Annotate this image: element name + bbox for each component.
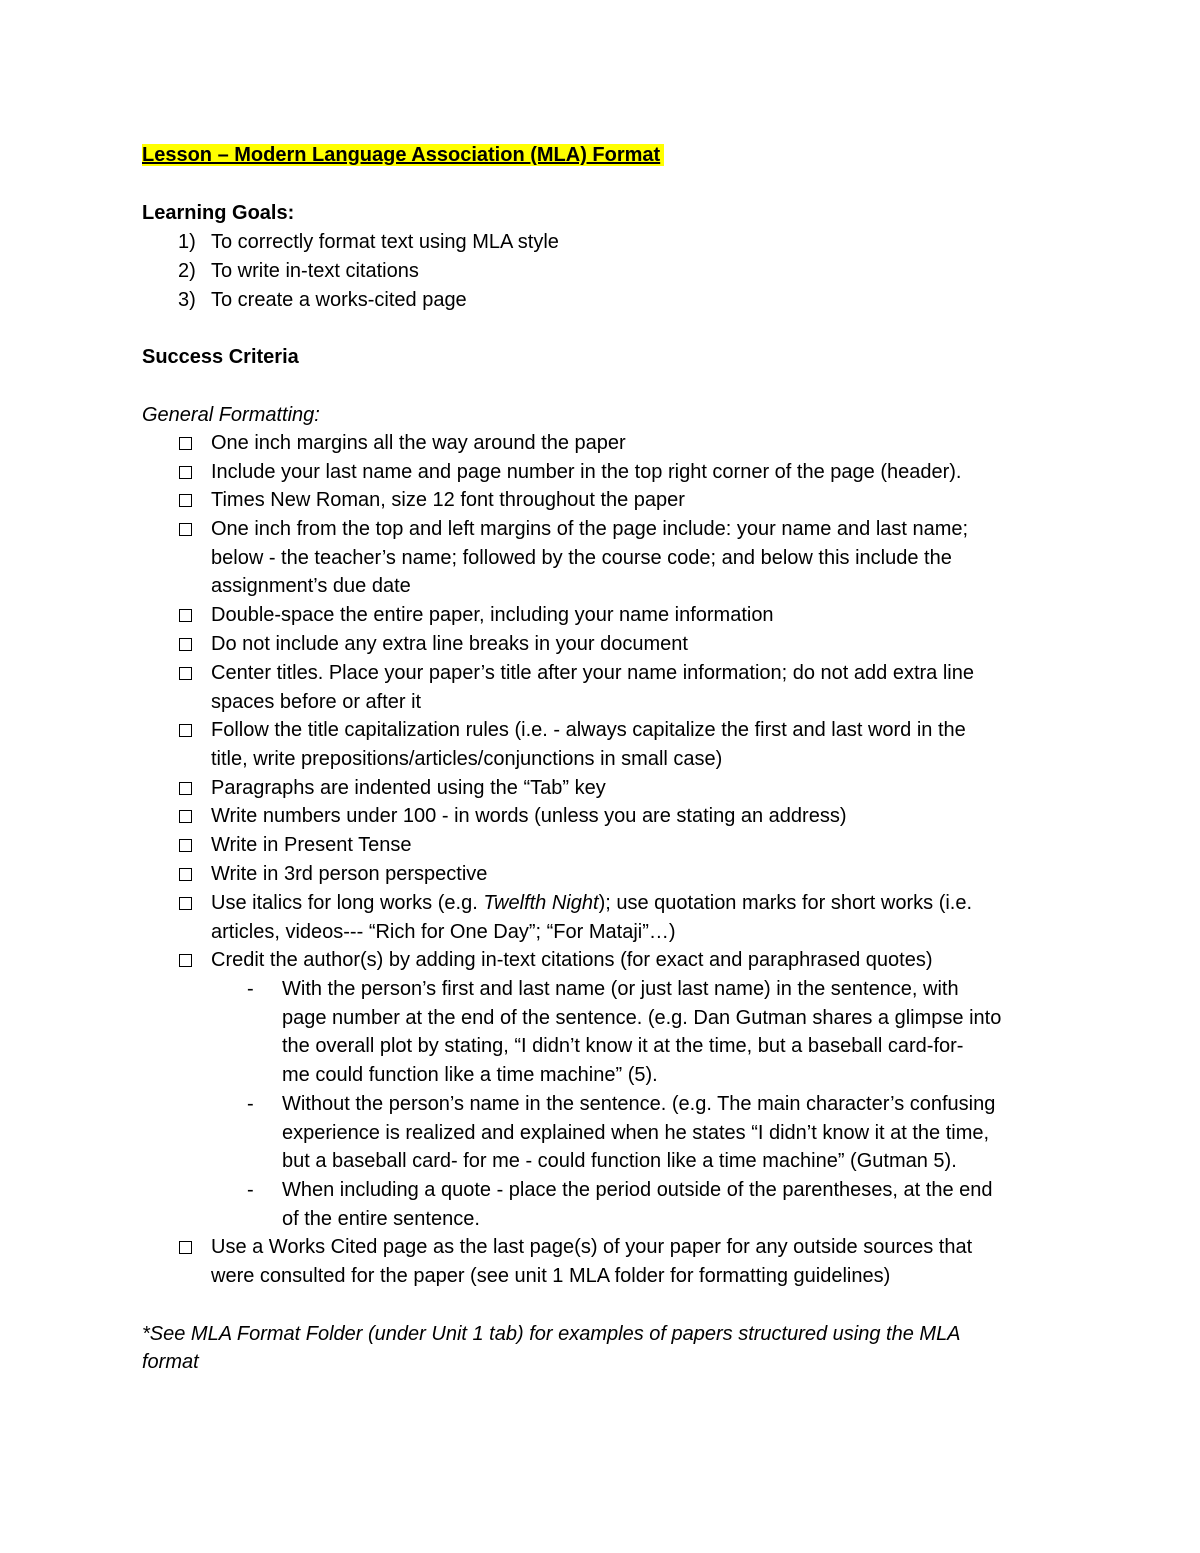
checkbox-icon[interactable]: [179, 523, 192, 536]
checkbox-icon[interactable]: [179, 954, 192, 967]
sub-criteria-line: When including a quote - place the period outside of the parentheses, at the end: [282, 1179, 993, 1201]
criteria-line: spaces before or after it: [211, 691, 422, 713]
criteria-line: Do not include any extra line breaks in your document: [211, 633, 688, 655]
checkbox-icon[interactable]: [179, 810, 192, 823]
checkbox-icon[interactable]: [179, 609, 192, 622]
criteria-line: Times New Roman, size 12 font throughout the paper: [211, 489, 685, 511]
dash-bullet: -: [247, 978, 254, 1000]
checkbox-icon[interactable]: [179, 782, 192, 795]
sub-criteria-line: the overall plot by stating, “I didn’t know it at the time, but a baseball card-for-: [282, 1035, 964, 1057]
italic-title: Twelfth Night: [483, 892, 599, 914]
criteria-line: were consulted for the paper (see unit 1 MLA folder for formatting guidelines): [211, 1265, 891, 1287]
criteria-line: Use a Works Cited page as the last page(s) of your paper for any outside sources that: [211, 1236, 973, 1258]
criteria-line: Write in 3rd person perspective: [211, 863, 488, 885]
checkbox-icon[interactable]: [179, 638, 192, 651]
criteria-line: below - the teacher’s name; followed by the course code; and below this include the: [211, 547, 952, 569]
criteria-line: Include your last name and page number in the top right corner of the page (header).: [211, 461, 962, 483]
criteria-line: Double-space the entire paper, including your name information: [211, 604, 774, 626]
sub-criteria-line: of the entire sentence.: [282, 1208, 480, 1230]
criteria-line: assignment’s due date: [211, 575, 411, 597]
criteria-line: Paragraphs are indented using the “Tab” key: [211, 777, 606, 799]
lesson-title: Lesson – Modern Language Association (MLA) Format: [142, 141, 664, 170]
footnote-line: format: [142, 1351, 199, 1373]
sub-criteria-line: experience is realized and explained when he states “I didn’t know it at the time,: [282, 1122, 990, 1144]
checkbox-icon[interactable]: [179, 868, 192, 881]
sub-criteria-line: but a baseball card- for me - could function like a time machine” (Gutman 5).: [282, 1150, 957, 1172]
checkbox-icon[interactable]: [179, 494, 192, 507]
criteria-line: Follow the title capitalization rules (i.e. - always capitalize the first and last word in the: [211, 719, 966, 741]
footnote-line: *See MLA Format Folder (under Unit 1 tab) for examples of papers structured using the MLA: [142, 1323, 961, 1345]
criteria-line: Use italics for long works (e.g. Twelfth Night); use quotation marks for short works (i.e.: [211, 892, 973, 914]
sub-criteria-line: me could function like a time machine” (5).: [282, 1064, 658, 1086]
checkbox-icon[interactable]: [179, 437, 192, 450]
checkbox-icon[interactable]: [179, 667, 192, 680]
learning-goal-item: 2) To write in-text citations: [178, 260, 419, 282]
criteria-line: One inch margins all the way around the paper: [211, 432, 626, 454]
criteria-line: Write numbers under 100 - in words (unless you are stating an address): [211, 805, 847, 827]
checkbox-icon[interactable]: [179, 724, 192, 737]
learning-goal-item: 3) To create a works-cited page: [178, 289, 467, 311]
sub-criteria-line: Without the person’s name in the sentence. (e.g. The main character’s confusing: [282, 1093, 996, 1115]
checkbox-icon[interactable]: [179, 897, 192, 910]
checkbox-icon[interactable]: [179, 466, 192, 479]
criteria-line: Center titles. Place your paper’s title after your name information; do not add extra line: [211, 662, 974, 684]
criteria-line: Credit the author(s) by adding in-text citations (for exact and paraphrased quotes): [211, 949, 933, 971]
general-formatting-subheading: General Formatting:: [142, 404, 320, 426]
learning-goal-item: 1) To correctly format text using MLA style: [178, 231, 559, 253]
dash-bullet: -: [247, 1179, 254, 1201]
criteria-line: title, write prepositions/articles/conjunctions in small case): [211, 748, 723, 770]
criteria-line: One inch from the top and left margins of the page include: your name and last name;: [211, 518, 969, 540]
learning-goals-heading: Learning Goals:: [142, 202, 295, 224]
success-criteria-heading: Success Criteria: [142, 346, 299, 368]
criteria-line: articles, videos--- “Rich for One Day”; “For Mataji”…): [211, 921, 676, 943]
criteria-line: Write in Present Tense: [211, 834, 412, 856]
dash-bullet: -: [247, 1093, 254, 1115]
checkbox-icon[interactable]: [179, 839, 192, 852]
sub-criteria-line: page number at the end of the sentence. (e.g. Dan Gutman shares a glimpse into: [282, 1007, 1002, 1029]
checkbox-icon[interactable]: [179, 1241, 192, 1254]
sub-criteria-line: With the person’s first and last name (or just last name) in the sentence, with: [282, 978, 959, 1000]
